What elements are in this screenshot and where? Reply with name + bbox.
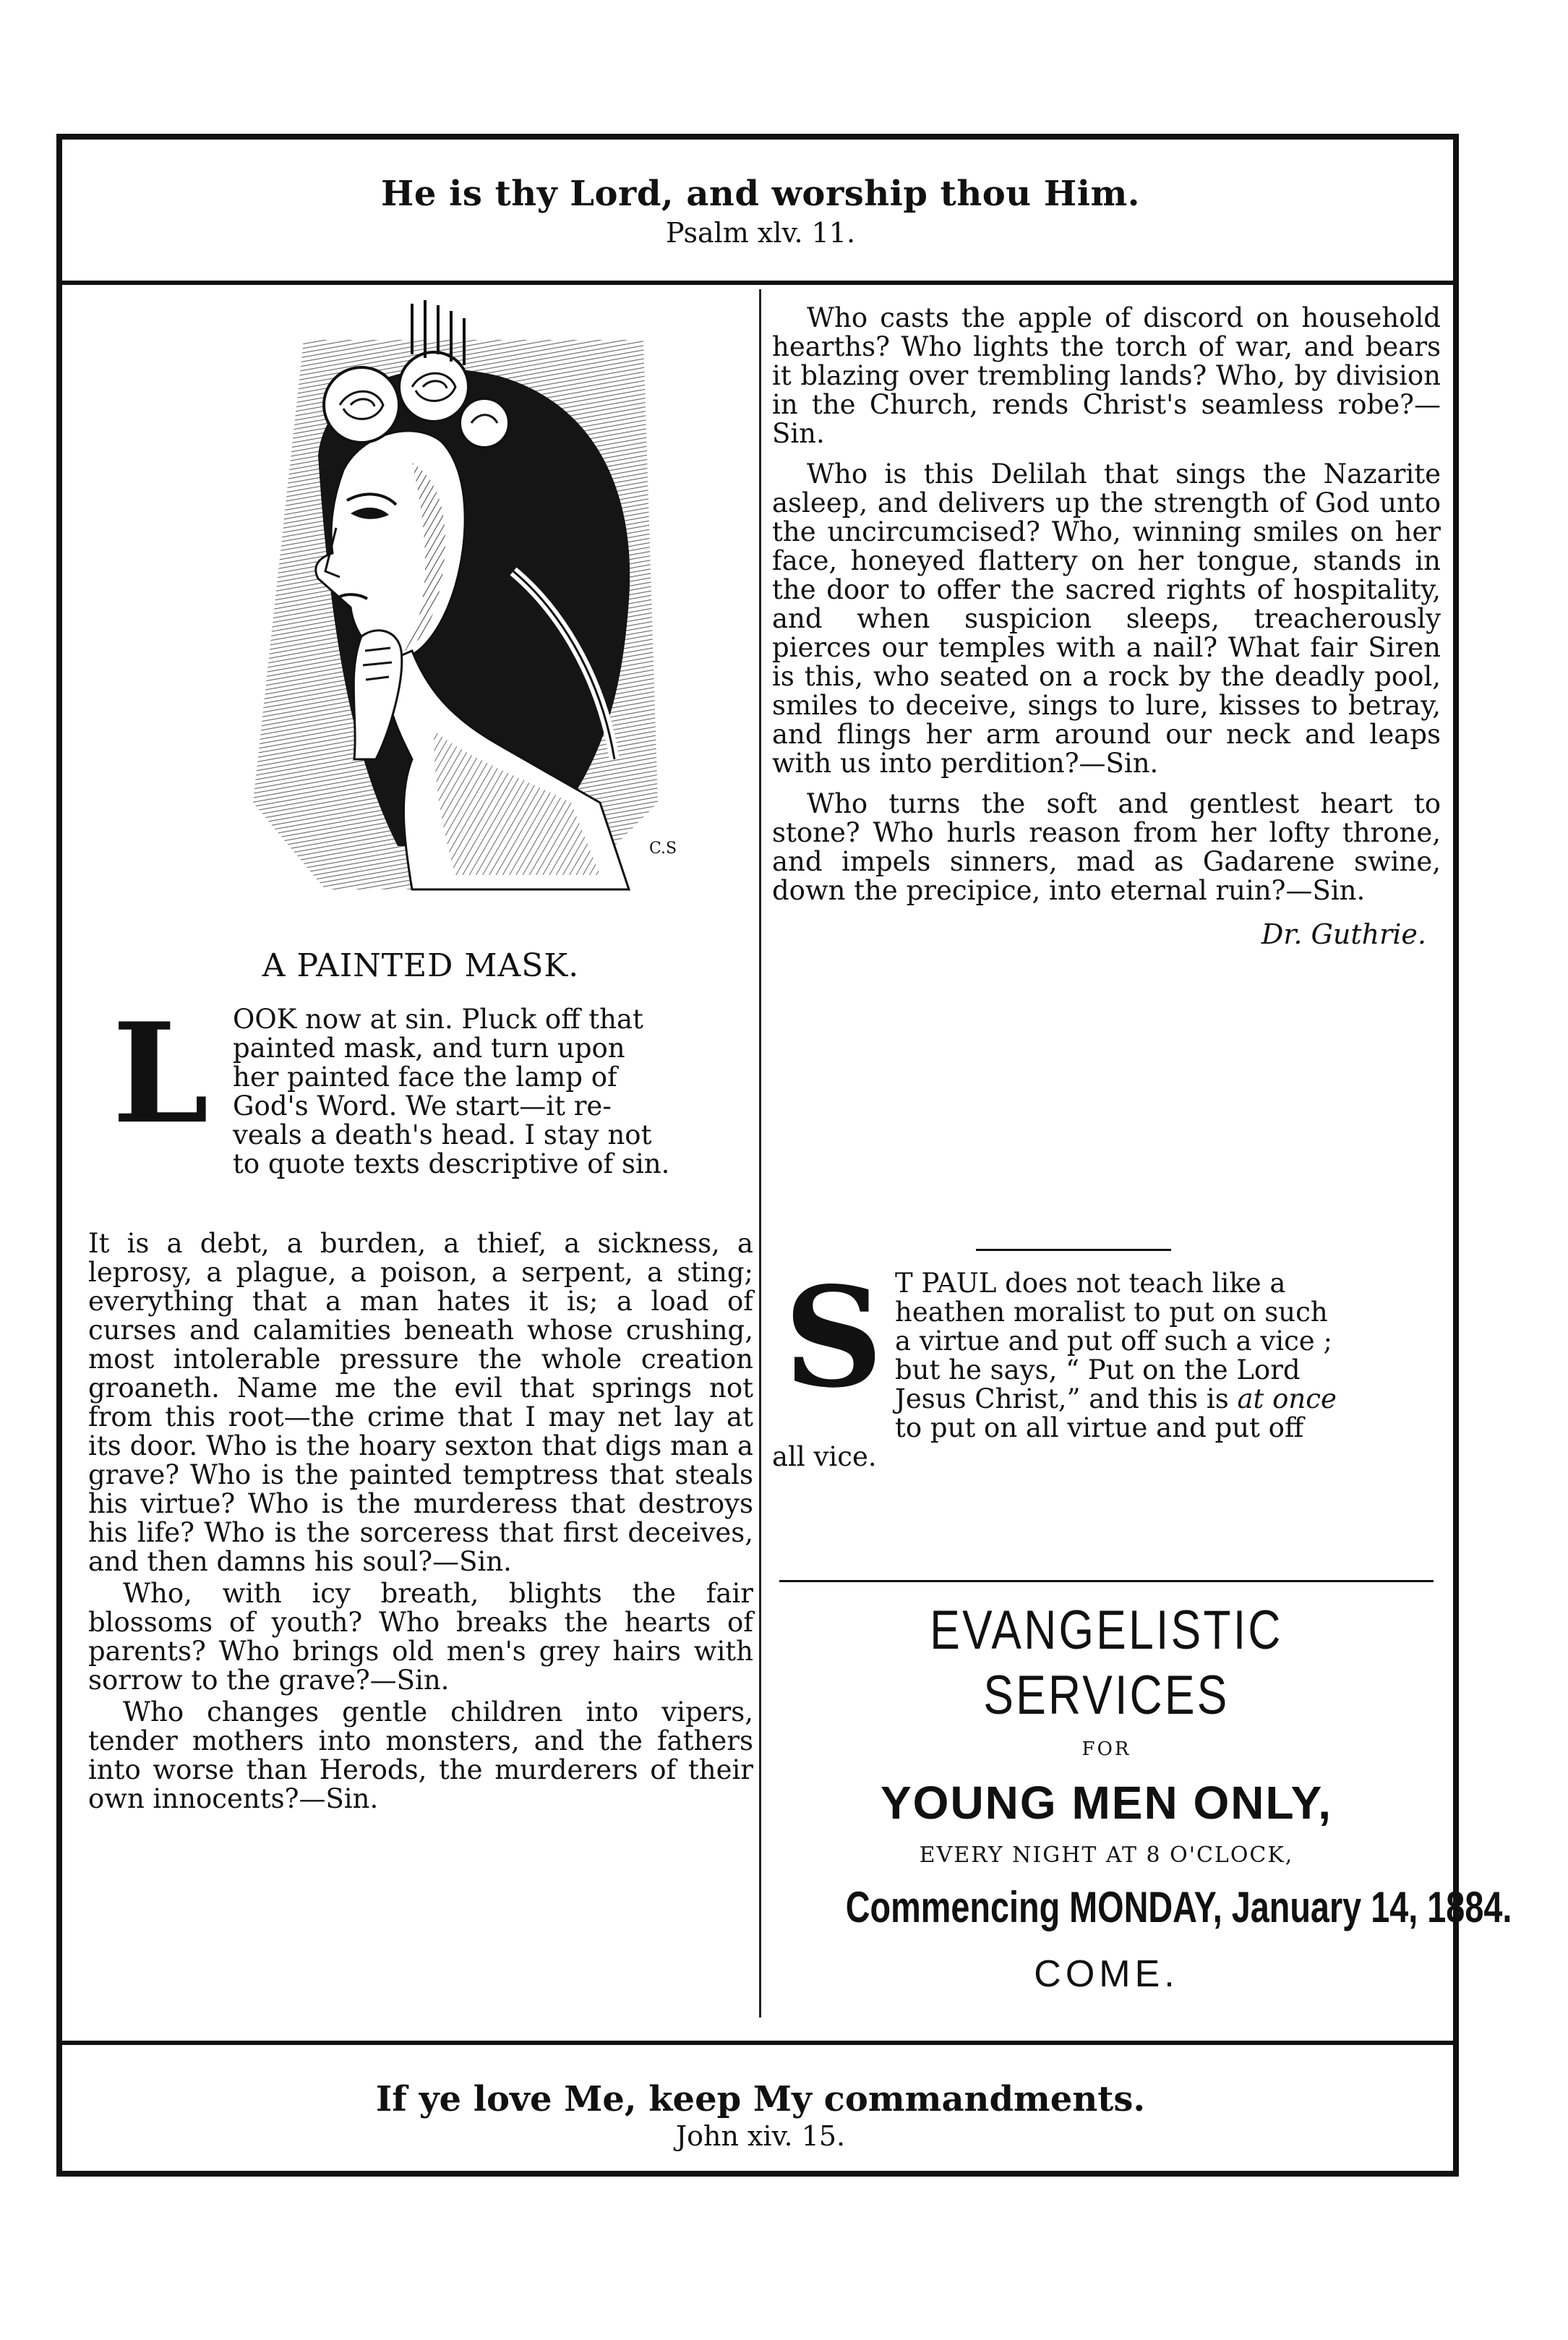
dropcap-letter: L <box>112 993 209 1154</box>
section-divider <box>976 1249 1171 1251</box>
right-paragraph: Who turns the soft and gentlest heart to stone? Who hurls reason from her lofty throne, and impels sinners, mad as Gadarene swine, down the precipice, into eternal ruin?—Sin. <box>772 788 1441 906</box>
ad-top-rule <box>779 1580 1434 1582</box>
left-paragraph: Who changes gentle children into vipers, tender mothers into monsters, and the fathers into worse than Herods, the murderers of their own innocents?—Sin. <box>88 1696 753 1814</box>
paul-line: a virtue and put off such a vice ; <box>895 1325 1332 1357</box>
footer-verse: If ye love Me, keep My commandments. <box>375 2079 1146 2119</box>
evangelistic-services-notice <box>772 1598 1512 1996</box>
illustration-signature: C.S <box>649 840 677 858</box>
paul-last-line: all vice. <box>772 1441 877 1472</box>
column-divider <box>759 289 761 2017</box>
left-paragraph: Who, with icy breath, blights the fair blossoms of youth? Who breaks the hearts of parents? Who brings old men's grey hairs with sorrow to the grave?—Sin. <box>88 1578 753 1696</box>
header-rule <box>62 281 1454 285</box>
paul-line <box>895 1385 1441 1414</box>
paul-line: heathen moralist to put on such <box>895 1297 1328 1328</box>
author-signature: Dr. Guthrie. <box>1261 918 1426 950</box>
dropcap-letter: S <box>784 1257 883 1418</box>
paul-line: to put on all virtue and put off <box>895 1412 1304 1443</box>
ad-for: FOR <box>1081 1738 1131 1760</box>
paul-line: but he says, “ Put on the Lord <box>895 1354 1301 1385</box>
ad-title: EVANGELISTIC SERVICES <box>930 1600 1283 1726</box>
lead-line: veals a death's head. I stay not <box>233 1119 652 1150</box>
right-column-text <box>772 304 1441 950</box>
paul-emphasis: at once <box>1237 1383 1337 1414</box>
lead-line: painted mask, and turn upon <box>233 1033 625 1064</box>
lead-line: God's Word. We start—it re- <box>233 1090 612 1122</box>
dropcap-l <box>88 993 233 1154</box>
lead-paragraph <box>88 993 753 1179</box>
lead-line: her painted face the lamp of <box>233 1062 617 1093</box>
left-column-text <box>88 1229 753 1814</box>
illustration-caption: A PAINTED MASK. <box>262 947 580 984</box>
footer-reference: John xiv. 15. <box>675 2120 846 2152</box>
lead-continuation: It is a debt, a burden, a thief, a sickness, a leprosy, a plague, a poison, a serpent, a sting; everything that a man hates it is; a load of curses and calamities beneath whose crushing, most intolerable pressure the whole creation groaneth. Name me the evil that springs not from this root—the crime that I may net lay at its door. Who is the hoary sexton that digs man a grave? Who is the painted temptress that steals his virtue? Who is the murderess that destroys his life? Who is the sorceress that first deceives, and then damns his soul?—Sin. <box>88 1228 753 1577</box>
ad-call: COME. <box>1034 1953 1179 1995</box>
lead-line: to quote texts descriptive of sin. <box>233 1148 670 1179</box>
lead-line: OOK now at sin. Pluck off that <box>233 1004 643 1035</box>
right-paragraph: Who is this Delilah that sings the Nazarite asleep, and delivers up the strength of God unto the uncircumcised? Who, winning smiles on her face, honeyed flattery on her tongue, stands in the door to offer the sacred rights of hospitality, and when suspicion sleeps, treacherously pierces our temples with a nail? What fair Siren is this, who seated on a rock by the deadly pool, smiles to deceive, sings to lure, kisses to betray, and flings her arm around our neck and leaps with us into perdition?—Sin. <box>772 458 1441 779</box>
st-paul-paragraph <box>772 1257 1441 1472</box>
header-reference: Psalm xlv. 11. <box>665 217 856 249</box>
footer-rule <box>62 2041 1454 2045</box>
painted-mask-illustration <box>195 296 687 918</box>
header-verse: He is thy Lord, and worship thou Him. <box>381 174 1140 214</box>
ad-start-date: Commencing MONDAY, January 14, 1884. <box>845 1883 1512 1931</box>
paul-line: T PAUL does not teach like a <box>895 1268 1286 1299</box>
paul-line-text: Jesus Christ,” and this is <box>895 1383 1229 1414</box>
dropcap-s <box>772 1257 895 1418</box>
right-paragraph: Who casts the apple of discord on household hearths? Who lights the torch of war, and bears it blazing over trembling lands? Who, by division in the Church, rends Christ's seamless robe?—Sin. <box>772 302 1441 449</box>
ad-audience: YOUNG MEN ONLY, <box>880 1777 1333 1829</box>
ad-schedule: EVERY NIGHT AT 8 O'CLOCK, <box>919 1842 1294 1868</box>
